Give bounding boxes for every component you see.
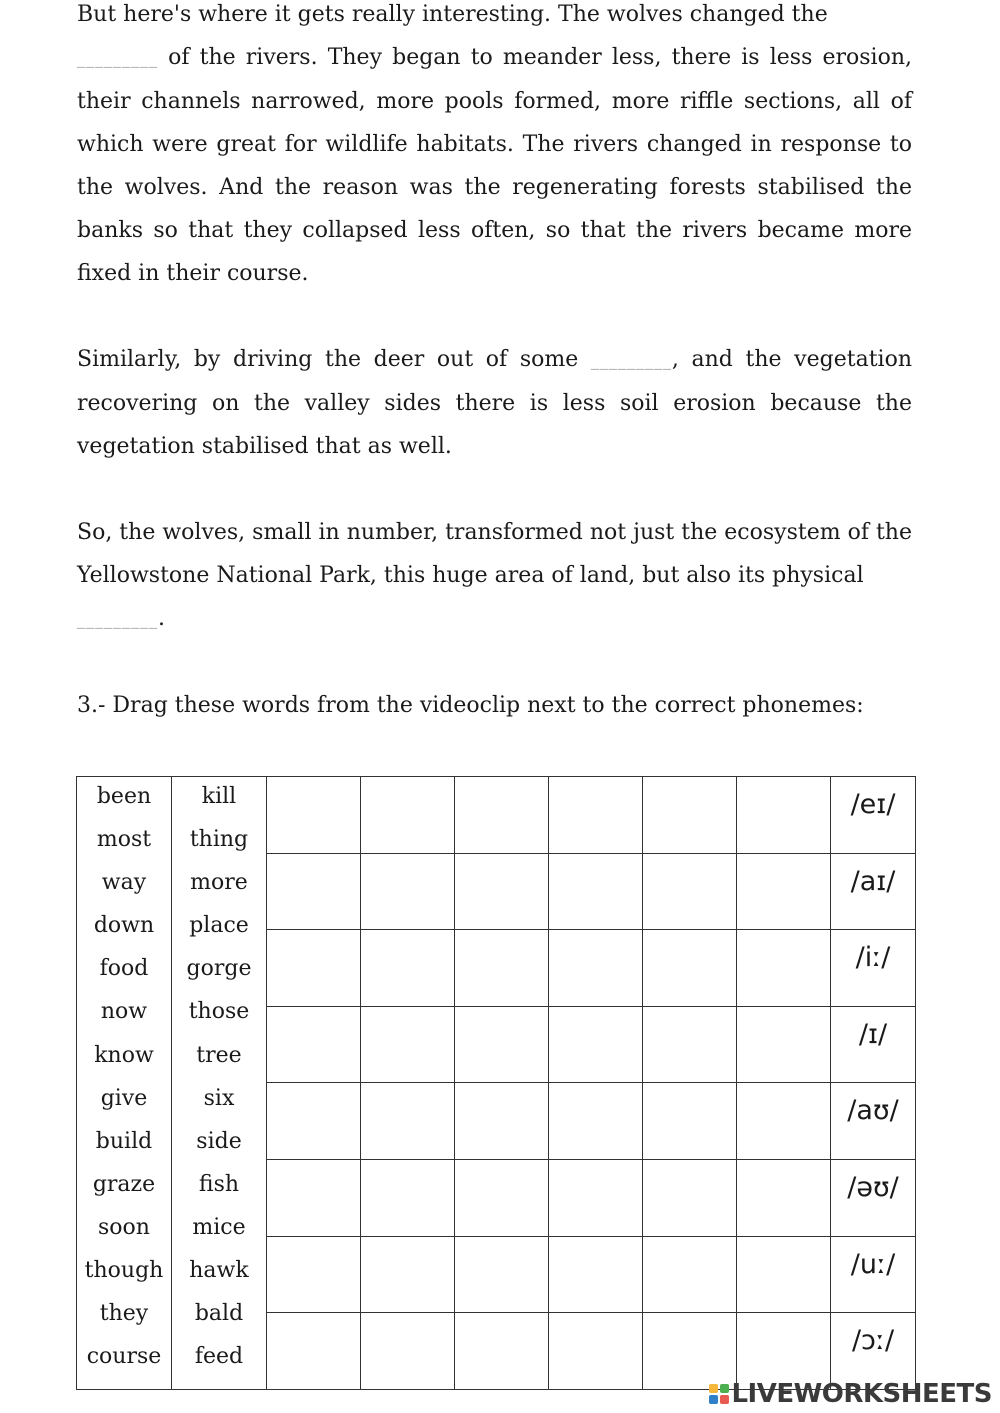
draggable-word[interactable]: tree [196, 1042, 242, 1068]
logo-square-icon [720, 1395, 729, 1404]
drop-zone[interactable] [267, 1006, 361, 1083]
drop-zone[interactable] [643, 1083, 737, 1160]
drop-zone[interactable] [455, 1083, 549, 1160]
phoneme-cell [831, 1006, 916, 1083]
drop-zone[interactable] [737, 777, 831, 854]
drop-zone[interactable] [455, 1313, 549, 1390]
drop-zone[interactable] [737, 1236, 831, 1313]
paragraph-rivers [77, 0, 912, 295]
draggable-word[interactable]: those [188, 999, 250, 1025]
drop-zone[interactable] [549, 853, 643, 930]
phoneme-label: /ɪ/ [858, 1018, 888, 1050]
drop-zone[interactable] [643, 1236, 737, 1313]
drop-zone[interactable] [267, 853, 361, 930]
draggable-word[interactable]: graze [92, 1171, 156, 1197]
word-bank-column-2 [172, 777, 267, 1390]
drop-zone[interactable] [361, 1313, 455, 1390]
draggable-word[interactable]: soon [98, 1214, 150, 1240]
phoneme-cell [831, 1313, 916, 1390]
phoneme-label: /ɔː/ [851, 1325, 895, 1357]
phoneme-cell [831, 1160, 916, 1237]
draggable-word[interactable]: now [100, 999, 148, 1025]
draggable-word[interactable]: give [100, 1085, 148, 1111]
phoneme-cell [831, 930, 916, 1007]
drop-zone[interactable] [361, 1160, 455, 1237]
blank-input-3[interactable]: _________ [77, 610, 158, 629]
paragraph-rivers-text-a: But here's where it gets really interesting. The wolves changed the [77, 2, 828, 27]
draggable-word[interactable]: know [94, 1042, 154, 1068]
phoneme-cell [831, 853, 916, 930]
paragraph-wolves [77, 511, 912, 641]
drop-zone[interactable] [455, 930, 549, 1007]
logo-square-icon [720, 1384, 729, 1393]
table-row [77, 777, 916, 854]
draggable-word[interactable]: side [196, 1128, 242, 1154]
phoneme-cell [831, 777, 916, 854]
draggable-word[interactable]: build [95, 1128, 153, 1154]
draggable-word[interactable]: kill [201, 784, 237, 809]
phoneme-cell [831, 1236, 916, 1313]
blank-input-2[interactable]: _________ [590, 351, 672, 370]
drop-zone[interactable] [643, 930, 737, 1007]
drop-zone[interactable] [737, 1160, 831, 1237]
drop-zone[interactable] [643, 1313, 737, 1390]
logo-text: LIVEWORKSHEETS [731, 1379, 992, 1409]
phoneme-label: /aɪ/ [850, 865, 896, 897]
drop-zone[interactable] [643, 1160, 737, 1237]
phoneme-label: /iː/ [855, 942, 891, 974]
drop-zone[interactable] [737, 1083, 831, 1160]
draggable-word[interactable]: down [93, 913, 155, 939]
paragraph-rivers-text-b: of the rivers. They began to meander less, there is less erosion, their channels narrowed, more pools formed, more riffle sections, all of which were great for wildlife habitats. The rivers changed in response to the wolves. And the reason was the regenerating forests stabilised the banks so that they collapsed less often, so that the rivers became more fixed in their course. [77, 45, 912, 286]
drop-zone[interactable] [267, 1083, 361, 1160]
phoneme-label: /aʊ/ [847, 1095, 899, 1127]
drop-zone[interactable] [737, 930, 831, 1007]
drop-zone[interactable] [361, 853, 455, 930]
draggable-word[interactable]: gorge [186, 956, 252, 982]
drop-zone[interactable] [549, 1313, 643, 1390]
drop-zone[interactable] [549, 1236, 643, 1313]
word-bank-list [172, 777, 266, 1380]
word-bank-column-1 [77, 777, 172, 1390]
phoneme-table [76, 776, 916, 1390]
drop-zone[interactable] [455, 853, 549, 930]
draggable-word[interactable]: though [84, 1258, 164, 1284]
drop-zone[interactable] [267, 1160, 361, 1237]
drop-zone[interactable] [361, 1236, 455, 1313]
drop-zone[interactable] [455, 777, 549, 854]
draggable-word[interactable]: way [101, 870, 147, 896]
phoneme-label: /eɪ/ [850, 789, 896, 820]
drop-zone[interactable] [361, 777, 455, 854]
draggable-word[interactable]: most [96, 827, 152, 853]
phoneme-label: /əʊ/ [847, 1172, 899, 1204]
drop-zone[interactable] [455, 1236, 549, 1313]
drop-zone[interactable] [361, 930, 455, 1007]
drop-zone[interactable] [549, 930, 643, 1007]
phoneme-cell [831, 1083, 916, 1160]
draggable-word[interactable]: feed [194, 1344, 244, 1370]
paragraph-deer-text-b: , and the vegetation recovering on the valley sides there is less soil erosion because the vegetation stabilised that as well. [77, 347, 912, 459]
drop-zone[interactable] [267, 1313, 361, 1390]
paragraph-deer-text-a: Similarly, by driving the deer out of some [77, 347, 579, 372]
drop-zone[interactable] [737, 853, 831, 930]
draggable-word[interactable]: thing [189, 827, 249, 853]
drop-zone[interactable] [549, 777, 643, 854]
drop-zone[interactable] [737, 1006, 831, 1083]
drop-zone[interactable] [549, 1006, 643, 1083]
logo-square-icon [709, 1384, 718, 1393]
drop-zone[interactable] [267, 930, 361, 1007]
draggable-word[interactable]: six [203, 1085, 235, 1111]
logo-square-icon [709, 1395, 718, 1404]
draggable-word[interactable]: they [99, 1301, 149, 1327]
drop-zone[interactable] [737, 1313, 831, 1390]
phoneme-label: /uː/ [850, 1248, 896, 1280]
draggable-word[interactable]: fish [198, 1171, 240, 1197]
paragraph-deer [77, 338, 912, 468]
draggable-word[interactable]: place [189, 913, 249, 939]
draggable-word[interactable]: hawk [189, 1258, 249, 1284]
exercise-instruction: 3.- Drag these words from the videoclip next to the correct phonemes: [77, 693, 864, 718]
drop-zone[interactable] [455, 1006, 549, 1083]
draggable-word[interactable]: mice [192, 1214, 246, 1240]
drop-zone[interactable] [267, 1236, 361, 1313]
drop-zone[interactable] [549, 1160, 643, 1237]
logo-mark-icon [709, 1384, 729, 1404]
liveworksheets-logo [709, 1379, 992, 1409]
drop-zone[interactable] [455, 1160, 549, 1237]
drop-zone[interactable] [643, 1006, 737, 1083]
blank-input-1[interactable]: _________ [77, 49, 158, 68]
drop-zone[interactable] [361, 1083, 455, 1160]
draggable-word[interactable]: food [99, 956, 149, 982]
drop-zone[interactable] [549, 1083, 643, 1160]
drop-zone[interactable] [643, 777, 737, 854]
word-bank-list [77, 777, 171, 1380]
drop-zone[interactable] [643, 853, 737, 930]
draggable-word[interactable]: been [96, 784, 152, 809]
paragraph-wolves-text-b: . [158, 606, 165, 631]
paragraph-wolves-text-a: So, the wolves, small in number, transformed not just the ecosystem of the Yellowstone National Park, this huge area of land, but also its physical [77, 520, 912, 588]
drop-zone[interactable] [267, 777, 361, 854]
drop-zone[interactable] [361, 1006, 455, 1083]
draggable-word[interactable]: bald [194, 1301, 244, 1327]
draggable-word[interactable]: more [190, 870, 248, 896]
draggable-word[interactable]: course [86, 1344, 162, 1370]
